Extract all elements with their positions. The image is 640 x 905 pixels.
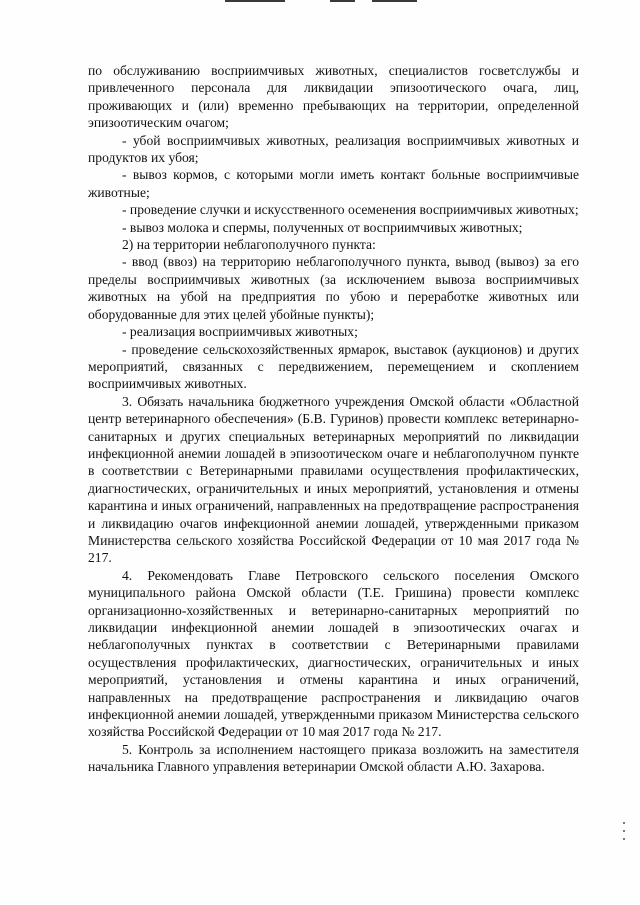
scan-dot xyxy=(623,822,625,824)
scan-dot xyxy=(623,838,625,840)
scan-edge-mark xyxy=(225,0,285,2)
paragraph: - убой восприимчивых животных, реализация восприимчивых животных и продуктов их убоя; xyxy=(88,132,579,166)
paragraph: - вывоз кормов, с которыми могли иметь контакт больные восприимчивые животные; xyxy=(88,167,579,200)
paragraph: 5. Контроль за исполнением настоящего приказа возложить на заместителя начальника Главного управления ветеринарии Омской области А.Ю. Захарова. xyxy=(88,741,579,775)
paragraph: - проведение случки и искусственного осеменения восприимчивых животных; xyxy=(122,202,579,218)
paragraph: - реализация восприимчивых животных; xyxy=(122,324,358,340)
scan-edge-mark xyxy=(372,0,417,2)
scan-edge-mark xyxy=(330,0,355,2)
document-body xyxy=(88,62,579,776)
paragraph: 2) на территории неблагополучного пункта: xyxy=(122,237,376,253)
scan-speckles xyxy=(623,822,626,852)
scan-dot xyxy=(623,830,625,832)
paragraph: - проведение сельскохозяйственных ярмарок, выставок (аукционов) и других мероприятий, связанных с передвижением, перемещением и скоплением восприимчивых животных. xyxy=(88,341,579,392)
paragraph: 3. Обязать начальника бюджетного учреждения Омской области «Областной центр ветеринарного обеспечения» (Б.В. Гуринов) провести комплекс ветеринарно-санитарных и других специальных ветеринарных мероприятий по ликвидации инфекционной анемии лошадей в эпизоотическом очаге и неблагополучном пункте в соответствии с Ветеринарными правилами осуществления профилактических, диагностических, ограничительных и иных мероприятий, установления и отмены карантина и иных ограничений, направленных на предотвращение распространения и ликвидацию очагов инфекционной анемии лошадей, утвержденными приказом Министерства сельского хозяйства Российской Федерации от 10 мая 2017 года № 217. xyxy=(88,393,579,566)
paragraph: 4. Рекомендовать Главе Петровского сельского поселения Омского муниципального района Омской области (Т.Е. Гришина) провести комплекс организационно-хозяйственных и ветеринарно-санитарных мероприятий по ликвидации инфекционной анемии лошадей в эпизоотических очагах и неблагополучных пунктах в соответствии с Ветеринарными правилами осуществления профилактических, диагностических, ограничительных и иных мероприятий, установления и отмены карантина и иных ограничений, направленных на предотвращение распространения и ликвидацию очагов инфекционной анемии лошадей, утвержденными приказом Министерства сельского хозяйства Российской Федерации от 10 мая 2017 года № 217. xyxy=(88,567,579,740)
paragraph: по обслуживанию восприимчивых животных, специалистов госветслужбы и привлеченного персонала для ликвидации эпизоотического очага, лиц, проживающих и (или) временно пребывающих на территории, определенной эпизоотическим очагом; xyxy=(88,63,579,131)
paragraph: - ввод (ввоз) на территорию неблагополучного пункта, вывод (вывоз) за его пределы восприимчивых животных (за исключением вывоза восприимчивых животных на убой на предприятия по убою и переработке животных или оборудованные для этих целей убойные пункты); xyxy=(88,254,579,322)
paragraph: - вывоз молока и спермы, полученных от восприимчивых животных; xyxy=(122,219,523,235)
